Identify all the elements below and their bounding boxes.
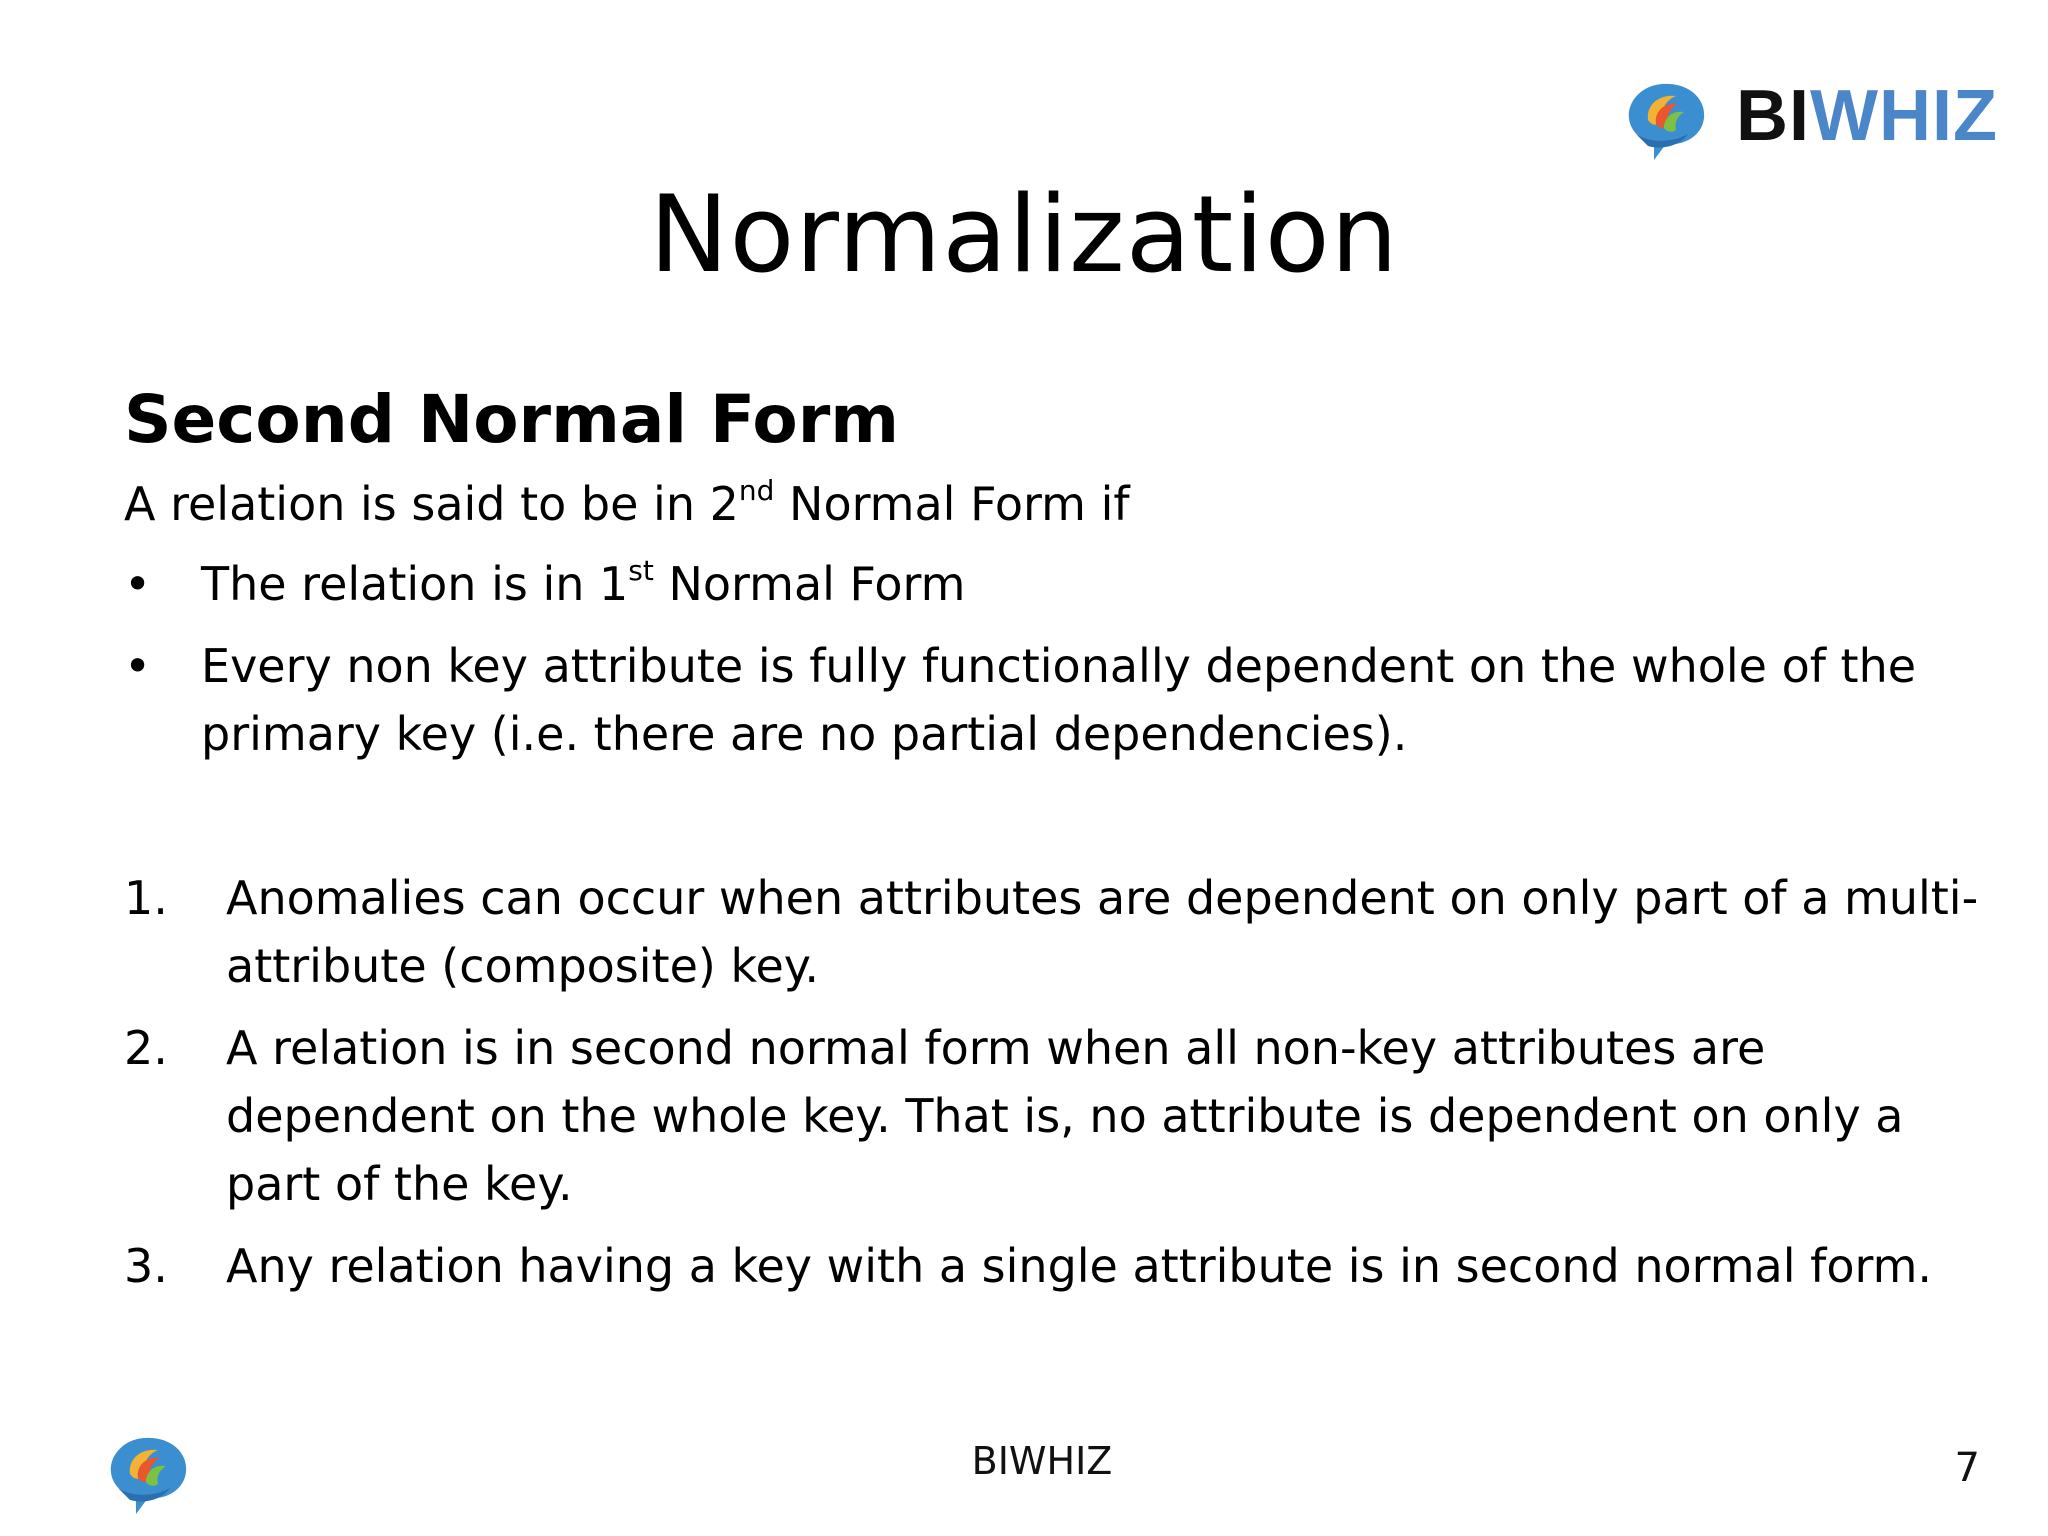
slide-body [124, 378, 1979, 1314]
numbered-item: 3. Any relation having a key with a single attribute is in second normal form. [124, 1232, 1986, 1300]
slide-title: Normalization [649, 173, 1399, 296]
footer-text: BIWHIZ [971, 1439, 1113, 1483]
bullet-marker: • [124, 557, 152, 611]
item-number: 3. [124, 1239, 168, 1293]
speech-bubble-logo-icon [1618, 76, 1710, 164]
numbered-item: 2. A relation is in second normal form when all non-key attributes are dependent on the whole key. That is, no attribute is dependent on only a part of the key. [124, 1014, 1986, 1218]
bullet-item: • The relation is in 1st Normal Form [124, 550, 1944, 618]
intro-sentence: A relation is said to be in 2nd Normal Form if [124, 473, 1130, 531]
numbered-list [124, 864, 1979, 1300]
item-number: 1. [124, 871, 168, 925]
brand-logo [1618, 72, 2008, 168]
brand-wordmark: BIWHIZ [1736, 76, 1998, 156]
section-heading: Second Normal Form [124, 381, 900, 458]
item-number: 2. [124, 1021, 168, 1075]
bullet-list [124, 550, 1944, 768]
numbered-item: 1. Anomalies can occur when attributes are dependent on only part of a multi-attribute (composite) key. [124, 864, 1986, 1000]
bullet-marker: • [124, 639, 152, 693]
bullet-item: • Every non key attribute is fully functionally dependent on the whole of the primary key (i.e. there are no partial dependencies). [124, 632, 1944, 768]
page-number: 7 [1954, 1445, 1980, 1491]
